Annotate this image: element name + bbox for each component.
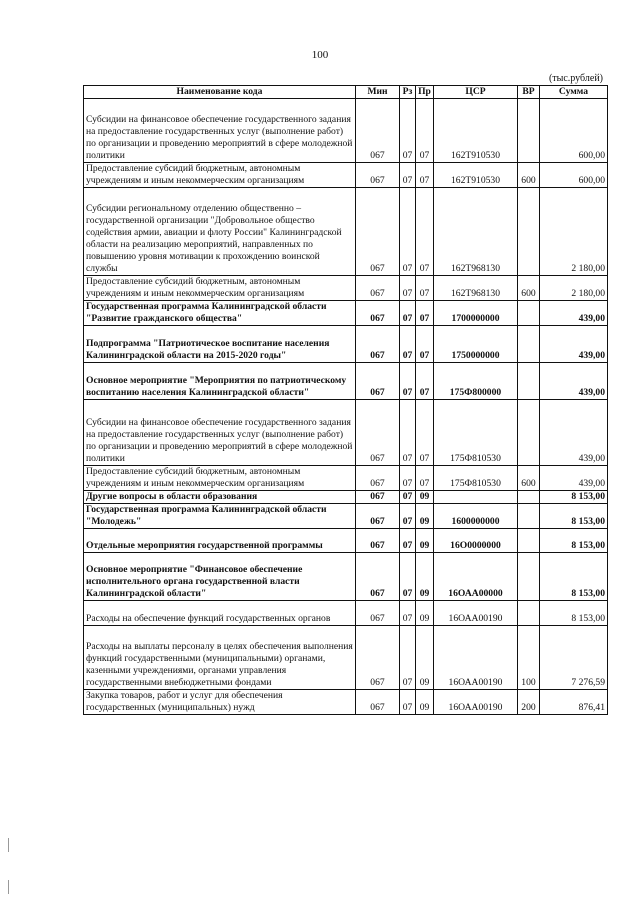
- cell-name: Подпрограмма "Патриотическое воспитание населения Калининградской области на 2015-2020 годы": [84, 326, 356, 363]
- cell-csr: 1750000000: [434, 326, 518, 363]
- cell-sum: 8 153,00: [540, 491, 608, 504]
- cell-name: Основное мероприятие "Финансовое обеспечение исполнительного органа государственной власти Калининградской области": [84, 553, 356, 601]
- cell-min: 067: [356, 276, 400, 301]
- cell-vr: [518, 491, 540, 504]
- table-row: [84, 188, 608, 276]
- header-name: Наименование кода: [84, 86, 356, 99]
- cell-pr: 09: [416, 601, 434, 626]
- cell-csr: [434, 491, 518, 504]
- cell-vr: 100: [518, 626, 540, 690]
- cell-min: 067: [356, 529, 400, 553]
- cell-min: 067: [356, 504, 400, 529]
- header-min: Мин: [356, 86, 400, 99]
- cell-csr: 16ОАА00190: [434, 626, 518, 690]
- cell-min: 067: [356, 363, 400, 400]
- table-row: [84, 601, 608, 626]
- table-row: [84, 400, 608, 466]
- header-csr: ЦСР: [434, 86, 518, 99]
- cell-min: 067: [356, 601, 400, 626]
- cell-name: Закупка товаров, работ и услуг для обеспечения государственных (муниципальных) нужд: [84, 690, 356, 715]
- cell-rz: 07: [400, 466, 416, 491]
- table-row: [84, 491, 608, 504]
- cell-rz: 07: [400, 326, 416, 363]
- margin-mark: [8, 838, 13, 852]
- table-header-row: [84, 86, 608, 99]
- cell-min: 067: [356, 690, 400, 715]
- cell-rz: 07: [400, 553, 416, 601]
- cell-name: Расходы на обеспечение функций государственных органов: [84, 601, 356, 626]
- cell-vr: [518, 529, 540, 553]
- cell-pr: 07: [416, 163, 434, 188]
- cell-csr: 162Т910530: [434, 163, 518, 188]
- margin-mark: [8, 880, 13, 894]
- cell-csr: 175Ф810530: [434, 466, 518, 491]
- cell-name: Государственная программа Калининградской области "Развитие гражданского общества": [84, 301, 356, 326]
- table-row: [84, 326, 608, 363]
- cell-rz: 07: [400, 301, 416, 326]
- cell-sum: 8 153,00: [540, 529, 608, 553]
- cell-sum: 439,00: [540, 326, 608, 363]
- cell-csr: 175Ф810530: [434, 400, 518, 466]
- cell-rz: 07: [400, 529, 416, 553]
- cell-vr: [518, 601, 540, 626]
- units-label: (тыс.рублей): [548, 73, 603, 84]
- cell-rz: 07: [400, 504, 416, 529]
- cell-pr: 09: [416, 504, 434, 529]
- budget-table: [83, 85, 608, 715]
- cell-name: Субсидии региональному отделению общественно – государственной организации "Добровольное общество содействия армии, авиации и флоту России" Калининградской области на реализацию мероприятий, направленных по повышению уровня мотивации к прохождению воинской службы: [84, 188, 356, 276]
- cell-csr: 16ОАА00000: [434, 553, 518, 601]
- cell-pr: 07: [416, 276, 434, 301]
- header-vr: ВР: [518, 86, 540, 99]
- cell-sum: 2 180,00: [540, 188, 608, 276]
- cell-name: Субсидии на финансовое обеспечение государственного задания на предоставление государственных услуг (выполнение работ) по организации и проведению мероприятий в сфере молодежной политики: [84, 400, 356, 466]
- page-number: 100: [311, 49, 329, 61]
- cell-name: Другие вопросы в области образования: [84, 491, 356, 504]
- cell-pr: 09: [416, 491, 434, 504]
- cell-rz: 07: [400, 188, 416, 276]
- cell-rz: 07: [400, 363, 416, 400]
- table-row: [84, 626, 608, 690]
- cell-pr: 09: [416, 690, 434, 715]
- cell-name: Предоставление субсидий бюджетным, автономным учреждениям и иным некоммерческим организациям: [84, 276, 356, 301]
- cell-name: Государственная программа Калининградской области "Молодежь": [84, 504, 356, 529]
- cell-rz: 07: [400, 626, 416, 690]
- cell-vr: 600: [518, 466, 540, 491]
- cell-sum: 8 153,00: [540, 601, 608, 626]
- cell-pr: 07: [416, 466, 434, 491]
- cell-sum: 2 180,00: [540, 276, 608, 301]
- cell-pr: 07: [416, 188, 434, 276]
- cell-rz: 07: [400, 276, 416, 301]
- cell-rz: 07: [400, 491, 416, 504]
- cell-min: 067: [356, 466, 400, 491]
- cell-min: 067: [356, 553, 400, 601]
- cell-pr: 07: [416, 326, 434, 363]
- cell-sum: 8 153,00: [540, 504, 608, 529]
- cell-pr: 09: [416, 529, 434, 553]
- cell-min: 067: [356, 163, 400, 188]
- cell-name: Отдельные мероприятия государственной программы: [84, 529, 356, 553]
- table-row: [84, 553, 608, 601]
- table-row: [84, 504, 608, 529]
- cell-name: Предоставление субсидий бюджетным, автономным учреждениям и иным некоммерческим организациям: [84, 163, 356, 188]
- cell-min: 067: [356, 626, 400, 690]
- cell-vr: [518, 301, 540, 326]
- cell-sum: 439,00: [540, 363, 608, 400]
- cell-sum: 600,00: [540, 99, 608, 163]
- cell-name: Основное мероприятие "Мероприятия по патриотическому воспитанию населения Калининградской области": [84, 363, 356, 400]
- cell-rz: 07: [400, 99, 416, 163]
- cell-pr: 07: [416, 400, 434, 466]
- cell-csr: 175Ф800000: [434, 363, 518, 400]
- cell-pr: 07: [416, 301, 434, 326]
- cell-sum: 600,00: [540, 163, 608, 188]
- cell-sum: 8 153,00: [540, 553, 608, 601]
- table-row: [84, 466, 608, 491]
- cell-vr: 600: [518, 276, 540, 301]
- cell-vr: 600: [518, 163, 540, 188]
- cell-min: 067: [356, 491, 400, 504]
- header-pr: Пр: [416, 86, 434, 99]
- cell-sum: 876,41: [540, 690, 608, 715]
- cell-min: 067: [356, 99, 400, 163]
- table-row: [84, 99, 608, 163]
- table-row: [84, 529, 608, 553]
- cell-sum: 439,00: [540, 301, 608, 326]
- table-row: [84, 690, 608, 715]
- header-sum: Сумма: [540, 86, 608, 99]
- cell-csr: 1700000000: [434, 301, 518, 326]
- cell-min: 067: [356, 400, 400, 466]
- table-row: [84, 301, 608, 326]
- table-row: [84, 163, 608, 188]
- cell-vr: [518, 99, 540, 163]
- cell-pr: 09: [416, 626, 434, 690]
- cell-pr: 07: [416, 99, 434, 163]
- cell-vr: [518, 363, 540, 400]
- cell-rz: 07: [400, 690, 416, 715]
- cell-csr: 162Т968130: [434, 276, 518, 301]
- cell-csr: 16ОАА00190: [434, 690, 518, 715]
- cell-name: Субсидии на финансовое обеспечение государственного задания на предоставление государственных услуг (выполнение работ) по организации и проведению мероприятий в сфере молодежной политики: [84, 99, 356, 163]
- header-rz: Рз: [400, 86, 416, 99]
- cell-name: Расходы на выплаты персоналу в целях обеспечения выполнения функций государственными (муниципальными) органами, казенными учреждениями, органами управления государственными внебюджетными фондами: [84, 626, 356, 690]
- cell-min: 067: [356, 326, 400, 363]
- cell-vr: [518, 400, 540, 466]
- cell-min: 067: [356, 188, 400, 276]
- cell-min: 067: [356, 301, 400, 326]
- cell-sum: 439,00: [540, 466, 608, 491]
- cell-csr: 162Т968130: [434, 188, 518, 276]
- cell-csr: 1600000000: [434, 504, 518, 529]
- cell-sum: 439,00: [540, 400, 608, 466]
- cell-vr: 200: [518, 690, 540, 715]
- cell-vr: [518, 553, 540, 601]
- cell-vr: [518, 326, 540, 363]
- cell-csr: 16ОАА00190: [434, 601, 518, 626]
- table-row: [84, 276, 608, 301]
- cell-vr: [518, 504, 540, 529]
- cell-vr: [518, 188, 540, 276]
- cell-rz: 07: [400, 400, 416, 466]
- table-row: [84, 363, 608, 400]
- cell-pr: 09: [416, 553, 434, 601]
- cell-rz: 07: [400, 163, 416, 188]
- cell-sum: 7 276,59: [540, 626, 608, 690]
- cell-csr: 16О0000000: [434, 529, 518, 553]
- cell-rz: 07: [400, 601, 416, 626]
- cell-pr: 07: [416, 363, 434, 400]
- cell-csr: 162Т910530: [434, 99, 518, 163]
- cell-name: Предоставление субсидий бюджетным, автономным учреждениям и иным некоммерческим организациям: [84, 466, 356, 491]
